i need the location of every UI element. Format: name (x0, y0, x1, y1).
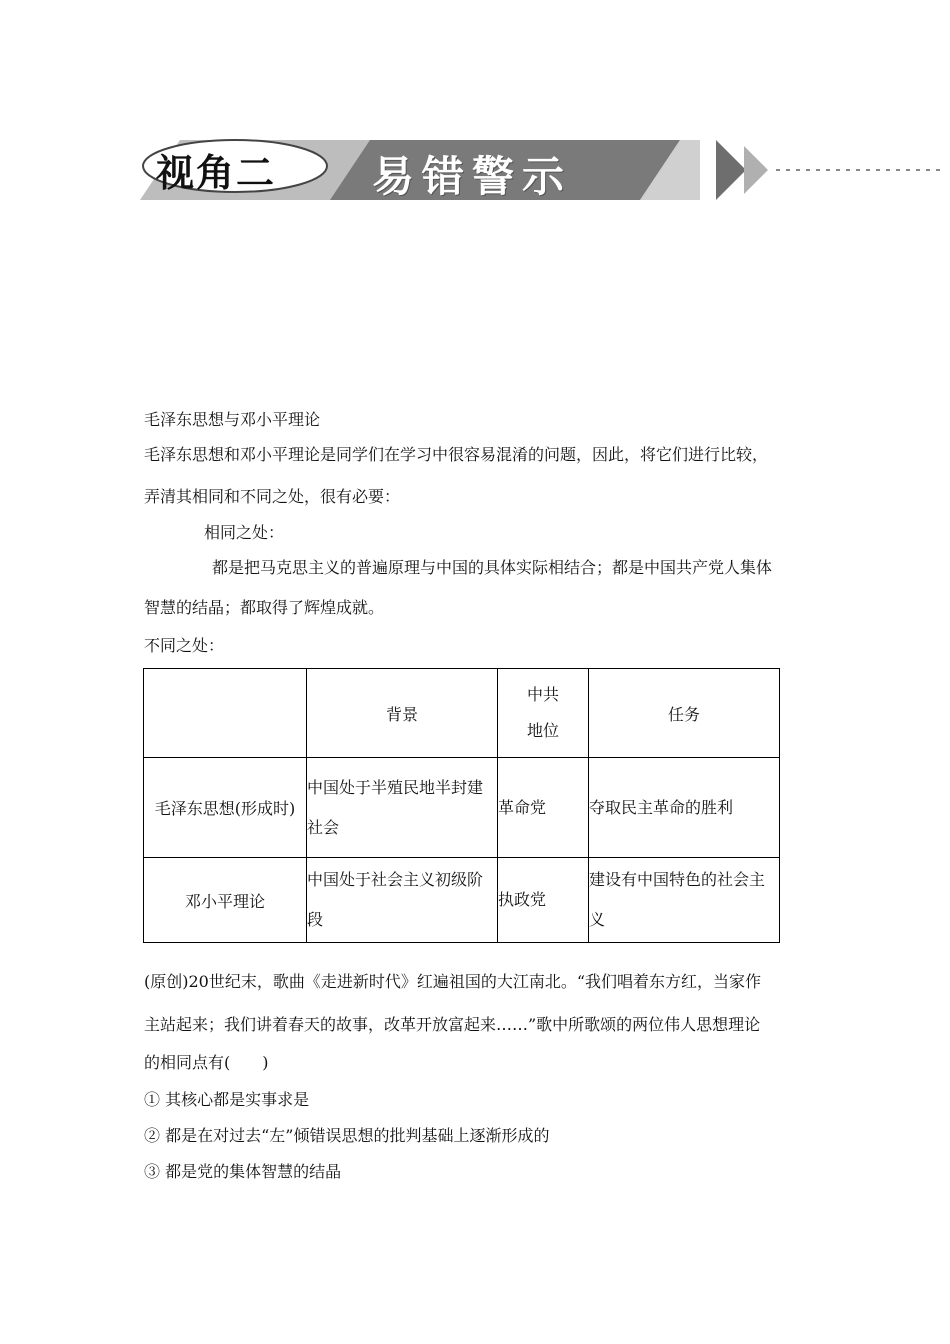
banner-title: 易错警示 (372, 152, 573, 201)
intro-line-2: 弄清其相同和不同之处，很有必要： (144, 487, 401, 506)
row-name: 邓小平理论 (144, 858, 307, 943)
header-task: 任务 (589, 669, 780, 758)
question-stem-line-2: 主站起来；我们讲着春天的故事，改革开放富起来……”歌中所歌颂的两位伟人思想理论 (144, 1015, 761, 1034)
table-row (144, 858, 780, 943)
header-empty-cell (144, 669, 307, 758)
option-1: ① 其核心都是实事求是 (144, 1090, 310, 1109)
header-status-line-1: 中共 (526, 685, 559, 704)
diff-heading: 不同之处： (144, 636, 225, 655)
same-body-line-1: 都是把马克思主义的普遍原理与中国的具体实际相结合；都是中国共产党人集体 (212, 558, 773, 577)
row-background (307, 858, 498, 943)
row-task-line-1: 夺取民主革命的胜利 (589, 797, 734, 817)
header-status (498, 669, 589, 758)
row-task (589, 858, 780, 943)
question-stem-line-3: 的相同点有( ) (144, 1053, 269, 1072)
intro-line-1: 毛泽东思想和邓小平理论是同学们在学习中很容易混淆的问题，因此，将它们进行比较， (144, 445, 769, 464)
row-background-line-1: 中国处于半殖民地半封建 (307, 777, 484, 797)
same-heading: 相同之处： (204, 523, 285, 542)
row-background-line-2: 社会 (307, 817, 340, 837)
row-task (589, 758, 780, 858)
comparison-table (143, 668, 780, 943)
section-banner (140, 136, 940, 206)
row-status: 执政党 (498, 858, 589, 943)
row-background-line-1: 中国处于社会主义初级阶 (307, 870, 484, 889)
option-3: ③ 都是党的集体智慧的结晶 (144, 1162, 342, 1181)
table-row (144, 758, 780, 858)
row-background-line-2: 段 (307, 910, 324, 929)
same-body-line-2: 智慧的结晶；都取得了辉煌成就。 (144, 598, 385, 617)
header-background: 背景 (307, 669, 498, 758)
section-title: 毛泽东思想与邓小平理论 (144, 410, 321, 429)
header-status-line-2: 地位 (526, 721, 559, 740)
row-name: 毛泽东思想(形成时) (144, 758, 307, 858)
table-header-row (144, 669, 780, 758)
row-background (307, 758, 498, 858)
row-task-line-2: 义 (589, 910, 606, 929)
banner-label: 视角二 (156, 151, 277, 195)
row-status: 革命党 (498, 758, 589, 858)
row-task-line-1: 建设有中国特色的社会主 (589, 870, 766, 889)
option-2: ② 都是在对过去“左”倾错误思想的批判基础上逐渐形成的 (144, 1126, 550, 1145)
question-stem-line-1: (原创)20世纪末，歌曲《走进新时代》红遍祖国的大江南北。“我们唱着东方红，当家作 (144, 972, 762, 991)
